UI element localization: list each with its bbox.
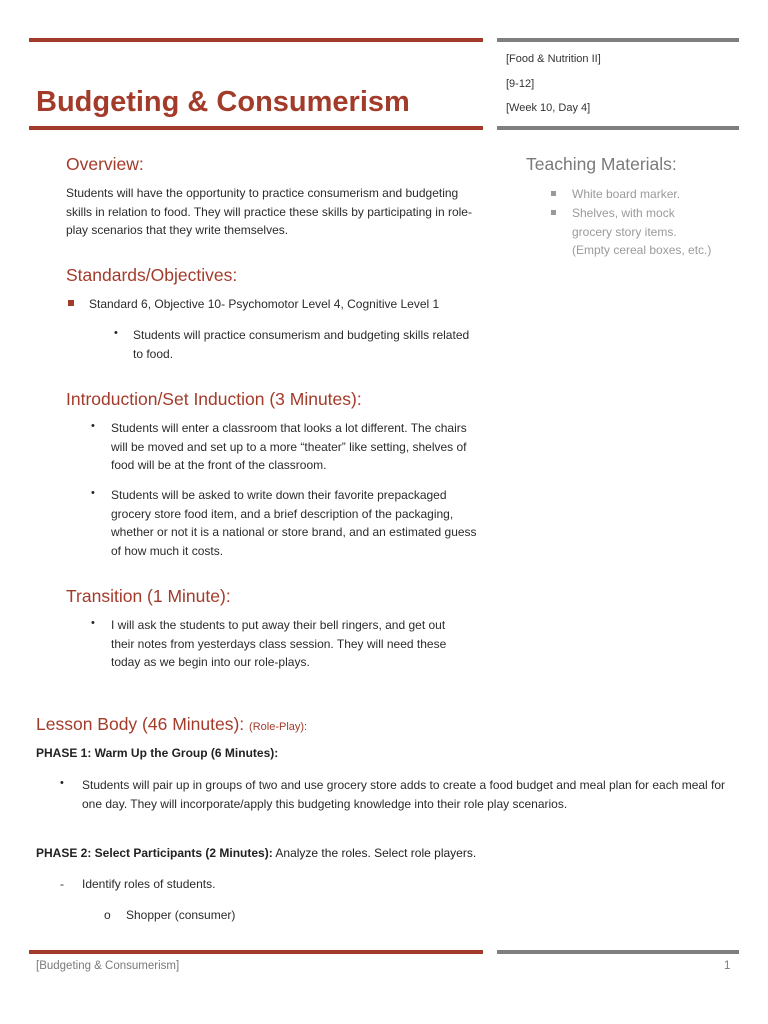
square-bullet-icon [551,210,556,215]
title-rule-red [29,126,483,130]
footer-rule-red [29,950,483,954]
teaching-materials-heading: Teaching Materials: [526,154,677,174]
footer-rule-grey [497,950,739,954]
transition-heading: Transition (1 Minute): [66,586,231,606]
standard-sub-item: Students will practice consumerism and budgeting skills related to food. [133,328,470,361]
page-number: 1 [724,960,731,972]
material-item: White board marker. [572,187,681,201]
introduction-item: Students will be asked to write down their favorite prepackaged grocery store food item, and a brief description of the packaging, whether or not it is a national or store brand, and an estimated guess of how much it costs. [111,488,477,558]
square-bullet-icon [551,191,556,196]
dash-bullet-icon: - [60,877,64,891]
lesson-body-sublabel: (Role-Play): [249,721,308,733]
meta-grade: [9-12] [506,78,535,90]
meta-course: [Food & Nutrition II] [506,53,601,65]
footer-title: [Budgeting & Consumerism] [36,960,180,972]
lesson-body-heading [36,714,307,735]
header-rule-red [29,38,483,42]
overview-text: Students will have the opportunity to practice consumerism and budgeting skills in relation to food. They will practice these skills by participating in role-play scenarios that they write themselves. [66,186,472,237]
standard-item: Standard 6, Objective 10- Psychomotor Level 4, Cognitive Level 1 [89,297,440,311]
circle-bullet-icon: o [104,908,111,922]
dash-item: Identify roles of students. [82,877,216,891]
phase1-item: Students will pair up in groups of two and use grocery store adds to create a food budget and meal plan for each meal for one day. They will incorporate/apply this budgeting knowledge into their role play scenarios. [82,778,726,811]
phase2-label [36,846,476,860]
phase1-title: PHASE 1: Warm Up the Group (6 Minutes): [36,746,279,760]
bullet-icon: • [91,487,95,499]
square-bullet-icon [68,300,74,306]
o-item: Shopper (consumer) [126,908,236,922]
title-rule-grey [497,126,739,130]
introduction-heading: Introduction/Set Induction (3 Minutes): [66,389,362,409]
bullet-icon: • [91,420,95,432]
material-item: Shelves, with mock grocery story items. (Empty cereal boxes, etc.) [572,206,712,257]
phase2-title: PHASE 2: Select Participants (2 Minutes): [36,846,273,860]
document-title: Budgeting & Consumerism [36,86,410,118]
introduction-item: Students will enter a classroom that looks a lot different. The chairs will be moved and set up to a more “theater” like setting, shelves of food will be at the front of the classroom. [111,421,467,472]
phase1-label [36,746,278,760]
phase2-text: Analyze the roles. Select role players. [272,846,477,860]
transition-item: I will ask the students to put away their bell ringers, and get out their notes from yesterdays class session. They will need these today as we begin into our role-plays. [111,618,447,669]
header-rule-grey [497,38,739,42]
bullet-icon: • [91,617,95,629]
meta-week: [Week 10, Day 4] [506,102,591,114]
standards-heading: Standards/Objectives: [66,265,238,285]
bullet-icon: • [60,777,64,789]
lesson-body-title: Lesson Body (46 Minutes): [36,714,245,734]
bullet-icon: • [114,327,118,339]
overview-heading: Overview: [66,154,144,174]
